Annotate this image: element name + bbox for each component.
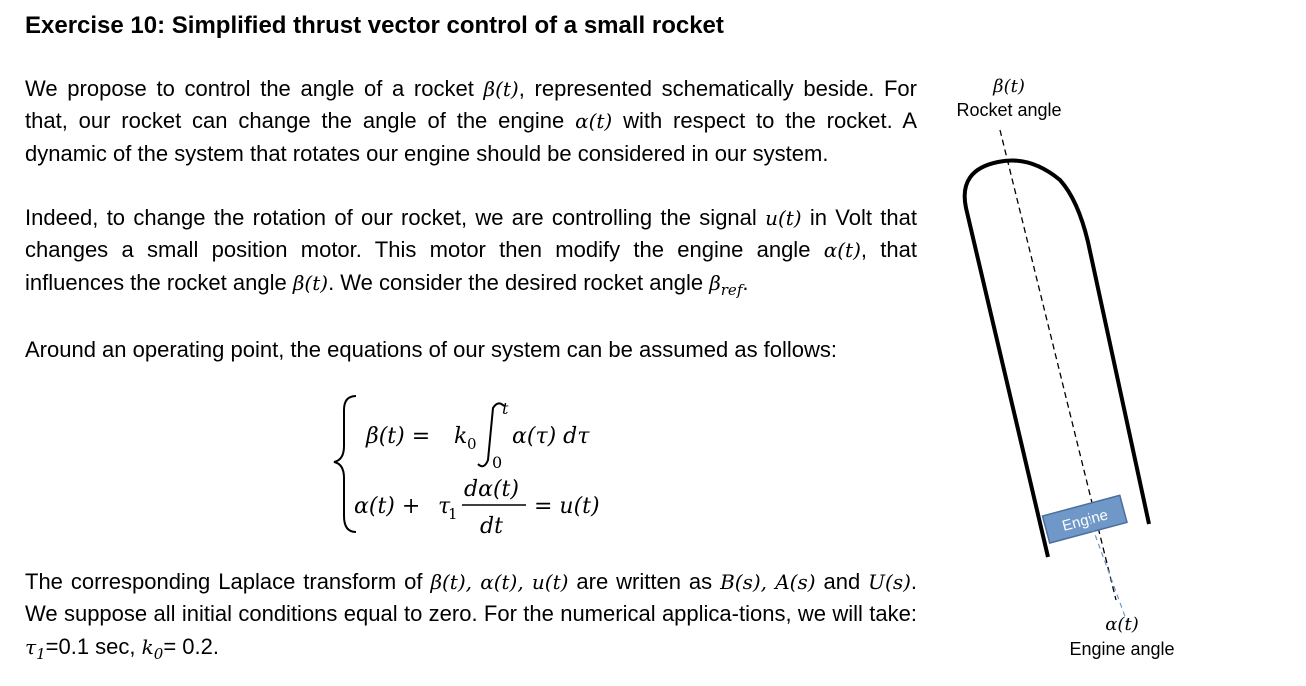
text-run: , represented schematically beside. For that, our rocket can change the angle of the engine bbox=[25, 76, 917, 134]
math-alpha-t: α(t) bbox=[575, 109, 613, 134]
math-beta-t: β(t) bbox=[483, 77, 519, 101]
eq2-rhs: = u(t) bbox=[534, 494, 600, 519]
math-laplace-u: U(s) bbox=[868, 570, 911, 594]
eq2-fraction-denominator: dt bbox=[480, 514, 503, 539]
math-laplace-b-a: B(s), A(s) bbox=[720, 570, 816, 594]
eq1-lhs: β(t) = bbox=[366, 424, 431, 449]
eq2-tau-subscript: 1 bbox=[448, 505, 458, 523]
text-run: , that influences the rocket angle bbox=[25, 237, 917, 295]
eq1-lower-limit: 0 bbox=[492, 453, 503, 472]
math-ref-subscript: ref bbox=[720, 280, 743, 299]
rocket-diagram bbox=[930, 60, 1300, 670]
math-tau-1 bbox=[25, 634, 46, 663]
engine-angle-symbol: α(t) bbox=[1105, 614, 1139, 635]
text-run: . bbox=[742, 269, 749, 295]
paragraph-laplace bbox=[25, 566, 917, 663]
text-run: are written as bbox=[568, 569, 721, 594]
text-run: Indeed, to change the rotation of our rocket, we are controlling the signal bbox=[25, 205, 766, 230]
rocket-angle-symbol: β(t) bbox=[993, 76, 1025, 97]
math-beta-ref bbox=[709, 270, 743, 299]
math-k-0 bbox=[141, 634, 164, 663]
math-beta-t: β(t) bbox=[292, 270, 329, 295]
engine-block bbox=[1043, 495, 1128, 543]
eq1-integrand: α(τ) dτ bbox=[512, 424, 590, 449]
math-alpha-t: α(t) bbox=[823, 238, 861, 263]
eq1-k-subscript: 0 bbox=[467, 435, 477, 453]
text-run: in Volt that changes a small position motor. This motor then modify the engine angle bbox=[25, 205, 917, 263]
text-run: . We suppose all initial conditions equal to zero. For the numerical applica-tions, we will take: bbox=[25, 569, 918, 627]
paragraph-intro bbox=[25, 73, 917, 170]
math-u-t: u(t) bbox=[765, 206, 802, 230]
math-k-symbol: k bbox=[141, 634, 154, 659]
equation-system bbox=[330, 388, 670, 548]
text-run: The corresponding Laplace transform of bbox=[25, 569, 431, 594]
engine-label: Engine bbox=[1060, 506, 1110, 535]
eq1-k: k bbox=[454, 424, 468, 449]
eq2-fraction-numerator: dα(t) bbox=[464, 477, 519, 502]
paragraph-operating-point: Around an operating point, the equations of our system can be assumed as follows: bbox=[25, 337, 838, 362]
engine-angle-label: Engine angle bbox=[1069, 639, 1175, 659]
math-time-signals: β(t), α(t), u(t) bbox=[430, 570, 569, 594]
eq1-upper-limit: t bbox=[502, 399, 509, 418]
text-run: We propose to control the angle of a rocket bbox=[25, 76, 484, 101]
math-beta-symbol: β bbox=[709, 270, 721, 295]
math-subscript: 1 bbox=[36, 644, 46, 663]
text-run: =0.1 sec, bbox=[45, 633, 142, 659]
math-subscript: 0 bbox=[153, 644, 164, 663]
text-run: and bbox=[815, 569, 869, 594]
text-run: = 0.2. bbox=[163, 633, 219, 659]
text-run: . We consider the desired rocket angle bbox=[328, 269, 710, 295]
left-brace bbox=[334, 396, 356, 532]
paragraph-control bbox=[25, 202, 917, 299]
eq2-lhs: α(t) + bbox=[354, 494, 421, 519]
rocket-angle-label: Rocket angle bbox=[956, 100, 1062, 120]
math-tau-symbol: τ bbox=[25, 634, 37, 659]
eq2-tau: τ bbox=[438, 494, 451, 519]
exercise-title: Exercise 10: Simplified thrust vector control of a small rocket bbox=[25, 12, 724, 39]
text-run: with respect to the rocket. A dynamic of the system that rotates our engine should be considered in our system. bbox=[25, 108, 917, 166]
